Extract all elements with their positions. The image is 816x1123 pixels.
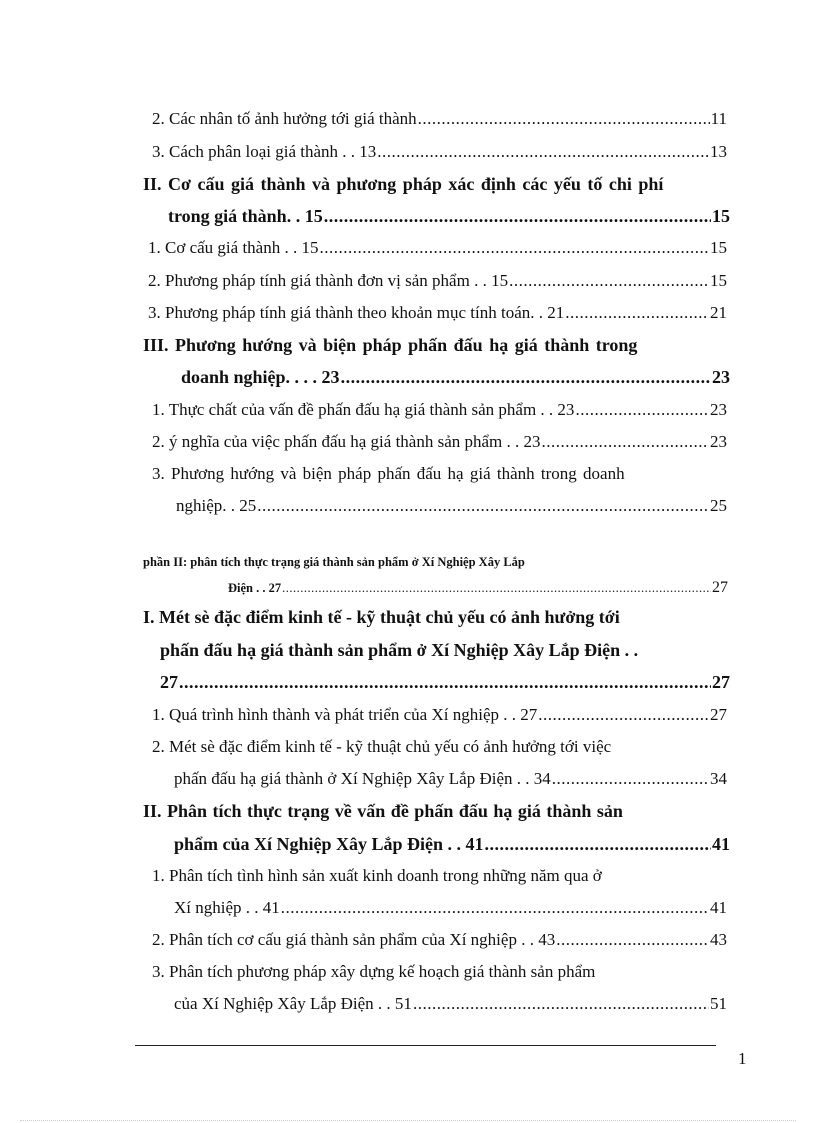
toc-section-heading: trong giá thành. . 15 ..... 15 — [168, 205, 730, 227]
toc-entry: của Xí Nghiệp Xây Lắp Điện . . 51 ..... 51 — [174, 993, 727, 1015]
leader-dots — [341, 366, 711, 388]
leader-dots — [413, 993, 709, 1015]
leader-dots — [418, 108, 710, 130]
toc-section-heading: 27 ..... 27 — [160, 671, 730, 693]
leader-dots — [257, 495, 709, 517]
toc-entry: 2. Mét sè đặc điểm kinh tế - kỹ thuật chủ yếu có ảnh hưởng tới việc — [152, 737, 612, 756]
leader-dots — [377, 141, 709, 163]
toc-entry: 3. Cách phân loại giá thành . . 13 ..... 13 — [152, 141, 727, 163]
toc-section-heading: phẩm của Xí Nghiệp Xây Lắp Điện . . 41 ..... 41 — [174, 833, 730, 855]
toc-section-heading: III. Phương hướng và biện pháp phấn đấu hạ giá thành trong — [143, 335, 638, 355]
leader-dots — [575, 399, 709, 421]
toc-entry: 1. Thực chất của vấn đề phấn đấu hạ giá thành sản phẩm . . 23 ..... 23 — [152, 399, 727, 421]
toc-section-heading: II. Phân tích thực trạng về vấn đề phấn đấu hạ giá thành sản — [143, 801, 623, 821]
toc-entry: phấn đấu hạ giá thành ở Xí Nghiệp Xây Lắp Điện . . 34 ..... 34 — [174, 768, 727, 790]
toc-entry: 2. ý nghĩa của việc phấn đấu hạ giá thành sản phẩm . . 23 ..... 23 — [152, 431, 727, 453]
toc-entry: 3. Phân tích phương pháp xây dựng kế hoạch giá thành sản phẩm — [152, 962, 596, 981]
leader-dots — [485, 833, 711, 855]
toc-section-heading: I. Mét sè đặc điểm kinh tế - kỹ thuật chủ yếu có ảnh hưởng tới — [143, 607, 620, 627]
toc-entry: Xí nghiệp . . 41 ..... 41 — [174, 897, 727, 919]
toc-part-heading: Điện . . 27 ..... 27 — [228, 579, 728, 597]
footer-rule — [135, 1045, 716, 1046]
leader-dots — [319, 237, 709, 259]
leader-dots — [282, 579, 711, 597]
page-bottom-divider — [20, 1120, 796, 1121]
toc-entry: 2. Phương pháp tính giá thành đơn vị sản phẩm . . 15 ..... 15 — [148, 270, 727, 292]
leader-dots — [556, 929, 709, 951]
leader-dots — [179, 671, 711, 693]
leader-dots — [538, 704, 709, 726]
leader-dots — [565, 302, 709, 324]
leader-dots — [324, 205, 711, 227]
toc-entry: 2. Các nhân tố ảnh hưởng tới giá thành ..... 11 — [152, 108, 727, 130]
toc-section-heading: II. Cơ cấu giá thành và phương pháp xác định các yếu tố chi phí — [143, 174, 664, 194]
toc-entry: 1. Cơ cấu giá thành . . 15 ..... 15 — [148, 237, 727, 259]
toc-entry: 2. Phân tích cơ cấu giá thành sản phẩm của Xí nghiệp . . 43 ..... 43 — [152, 929, 727, 951]
page-number: 1 — [738, 1049, 747, 1068]
toc-entry: 3. Phương hướng và biện pháp phấn đấu hạ giá thành trong doanh — [152, 464, 625, 483]
leader-dots — [552, 768, 709, 790]
toc-section-heading: phấn đấu hạ giá thành sản phẩm ở Xí Nghiệp Xây Lắp Điện . . — [160, 640, 639, 660]
toc-entry: 3. Phương pháp tính giá thành theo khoản mục tính toán. . 21 ..... 21 — [148, 302, 727, 324]
toc-entry: nghiệp. . 25 ..... 25 — [176, 495, 727, 517]
leader-dots — [509, 270, 709, 292]
toc-part-heading: phần II: phân tích thực trạng giá thành sản phẩm ở Xí Nghiệp Xây Lắp — [143, 555, 525, 569]
leader-dots — [542, 431, 709, 453]
toc-entry: 1. Quá trình hình thành và phát triển của Xí nghiệp . . 27 ..... 27 — [152, 704, 727, 726]
toc-entry: 1. Phân tích tình hình sản xuất kinh doanh trong những năm qua ở — [152, 866, 602, 885]
toc-section-heading: doanh nghiệp. . . . 23 ..... 23 — [181, 366, 730, 388]
leader-dots — [281, 897, 709, 919]
